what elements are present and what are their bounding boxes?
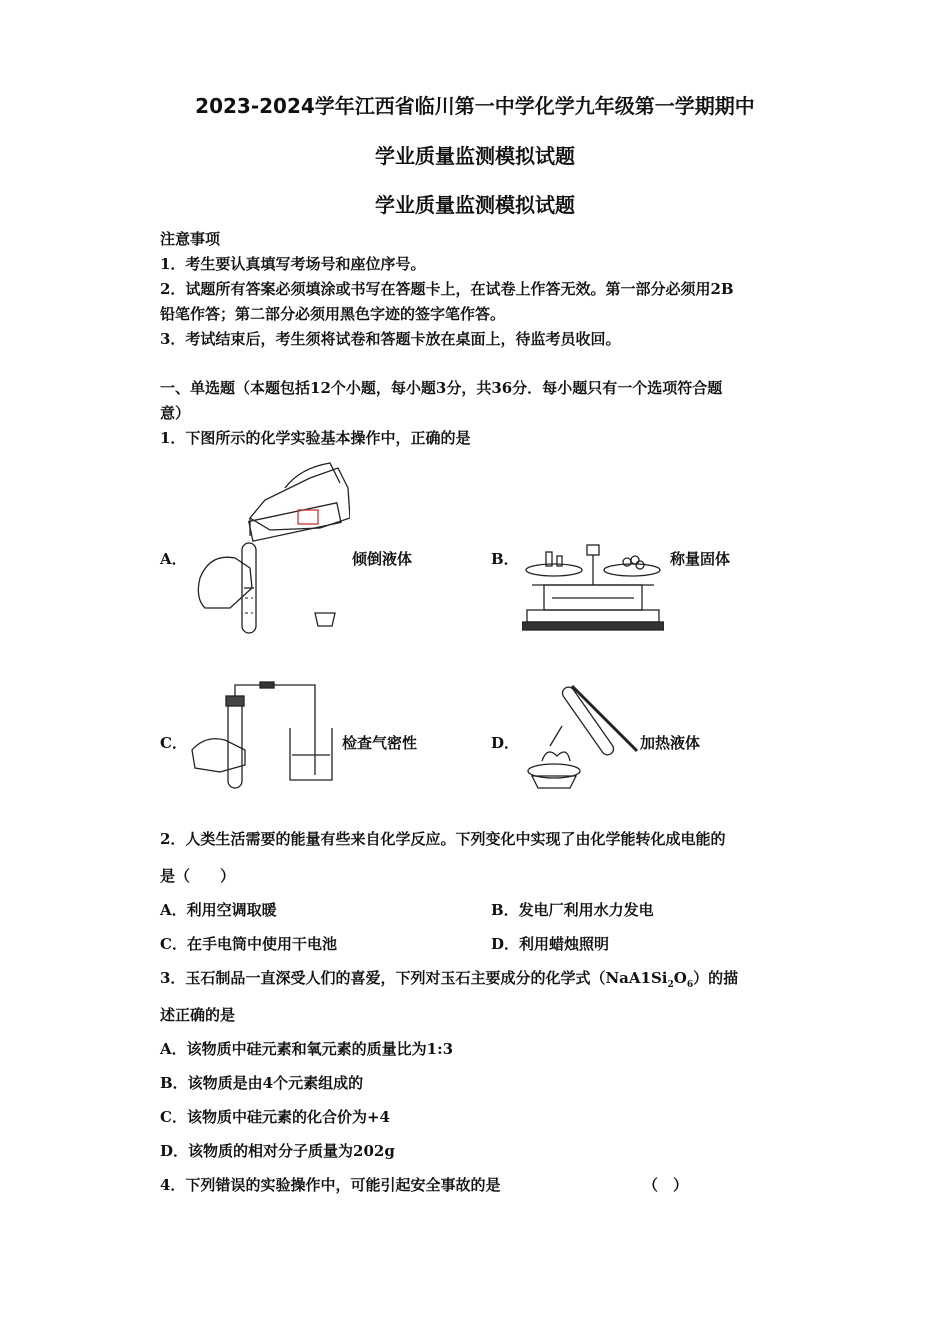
q3-stem-pre: 3．玉石制品一直深受人们的喜爱，下列对玉石主要成分的化学式（NaA1Si (160, 969, 668, 987)
q3-option-c: C．该物质中硅元素的化合价为+4 (160, 1108, 390, 1126)
q3-stem-cont: 述正确的是 (160, 1006, 236, 1024)
q2-option-c: C．在手电筒中使用干电池 (160, 935, 337, 953)
q1-stem: 1．下图所示的化学实验基本操作中，正确的是 (160, 429, 471, 447)
q1-option-d-caption: 加热液体 (640, 734, 701, 752)
notice-item-2: 2．试题所有答案必须填涂或书写在答题卡上，在试卷上作答无效。第一部分必须用2B (160, 280, 734, 298)
q3-subscript-2: 2 (667, 980, 674, 990)
q4-stem: 4．下列错误的实验操作中，可能引起安全事故的是 (160, 1176, 501, 1194)
q2-option-d: D．利用蜡烛照明 (491, 935, 610, 953)
q1-option-d-letter: D． (491, 734, 520, 752)
q3-option-d: D．该物质的相对分子质量为202g (160, 1142, 395, 1160)
q3-stem-post: ）的描 (693, 969, 739, 987)
q3-oxygen: O (673, 969, 687, 987)
airtightness-check-illustration (190, 680, 340, 792)
q1-option-a-letter: A． (160, 550, 187, 568)
q1-option-c-letter: C． (160, 734, 187, 752)
exam-title-line2: 学业质量监测模拟试题 (375, 144, 575, 168)
q3-stem (160, 967, 738, 990)
q3-option-a: A．该物质中硅元素和氧元素的质量比为1:3 (160, 1040, 454, 1058)
q1-option-a-caption: 倾倒液体 (352, 550, 413, 568)
q1-option-b-letter: B． (491, 550, 519, 568)
q2-stem: 2．人类生活需要的能量有些来自化学反应。下列变化中实现了由化学能转化成电能的 (160, 830, 726, 848)
exam-title-line1: 2023-2024学年江西省临川第一中学化学九年级第一学期期中 (195, 94, 755, 118)
section-heading-cont: 意） (160, 404, 191, 422)
heating-liquid-illustration (522, 676, 640, 794)
notice-heading: 注意事项 (160, 230, 221, 248)
q2-stem-cont: 是（ ） (160, 867, 236, 885)
q3-subscript-6: 6 (686, 980, 694, 990)
notice-item-1: 1．考生要认真填写考场号和座位序号。 (160, 255, 426, 273)
pouring-liquid-illustration (190, 458, 350, 638)
exam-title-line3: 学业质量监测模拟试题 (375, 193, 575, 217)
q3-option-b: B．该物质是由4个元素组成的 (160, 1074, 364, 1092)
q4-answer-paren: （ ） (643, 1176, 689, 1194)
q2-option-b: B．发电厂利用水力发电 (491, 901, 654, 919)
q1-option-b-caption: 称量固体 (670, 550, 731, 568)
notice-item-3: 3．考试结束后，考生须将试卷和答题卡放在桌面上，待监考员收回。 (160, 330, 621, 348)
q2-option-a: A．利用空调取暖 (160, 901, 277, 919)
notice-item-2-cont: 铅笔作答；第二部分必须用黑色字迹的签字笔作答。 (160, 305, 506, 323)
section-heading: 一、单选题（本题包括12个小题，每小题3分，共36分．每小题只有一个选项符合题 (160, 379, 723, 397)
q1-option-c-caption: 检查气密性 (342, 734, 418, 752)
balance-scale-illustration (522, 540, 664, 635)
